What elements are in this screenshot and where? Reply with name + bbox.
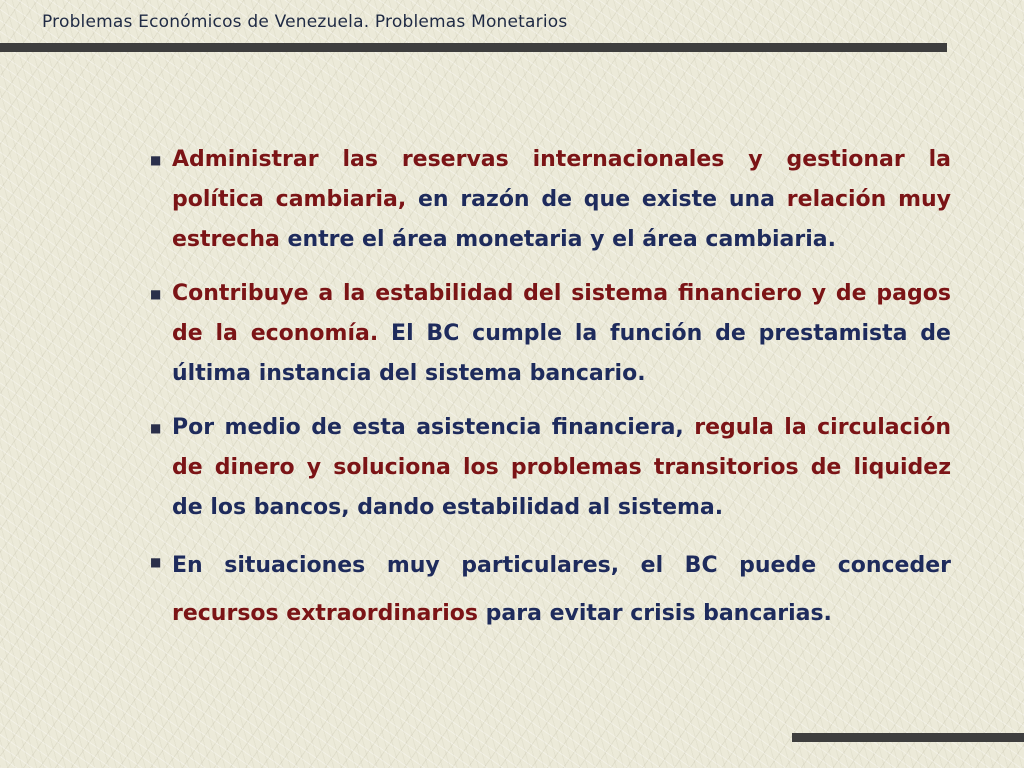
bullet-text: en razón de que existe una [406,187,787,212]
bullet-highlight-text: recursos extraordinarios [172,601,478,626]
bullet-highlight-text: Contribuye a la estabilidad del sistema financiero y de pagos de la economía. [172,281,951,346]
square-bullet-icon: ■ [150,555,162,569]
bullet-text: entre el área monetaria y el área cambiaria. [279,227,836,252]
square-bullet-icon: ■ [150,153,162,167]
square-bullet-icon: ■ [150,421,162,435]
bullet-item [150,140,951,260]
bullet-text: de los bancos, dando estabilidad al sistema. [172,495,724,520]
bullet-item [150,274,951,394]
footer-divider [792,733,1024,742]
bullet-highlight-text: relación muy estrecha [172,187,952,252]
bullet-highlight-text: Administrar las reservas internacionales y gestionar la política cambiaria, [172,147,951,212]
bullet-highlight-text: regula la circulación de dinero y soluciona los problemas transitorios de liquidez [172,415,951,480]
bullet-list [150,140,951,652]
header-divider [0,43,947,52]
square-bullet-icon: ■ [150,287,162,301]
bullet-item [150,408,951,528]
bullet-text: Por medio de esta asistencia financiera, [172,415,695,440]
bullet-text: El BC cumple la función de prestamista de última instancia del sistema bancario. [172,321,951,386]
bullet-text: En situaciones muy particulares, el BC puede conceder [172,553,951,578]
bullet-text: para evitar crisis bancarias. [477,601,832,626]
page-title: Problemas Económicos de Venezuela. Problemas Monetarios [42,12,568,32]
bullet-item [150,542,951,638]
